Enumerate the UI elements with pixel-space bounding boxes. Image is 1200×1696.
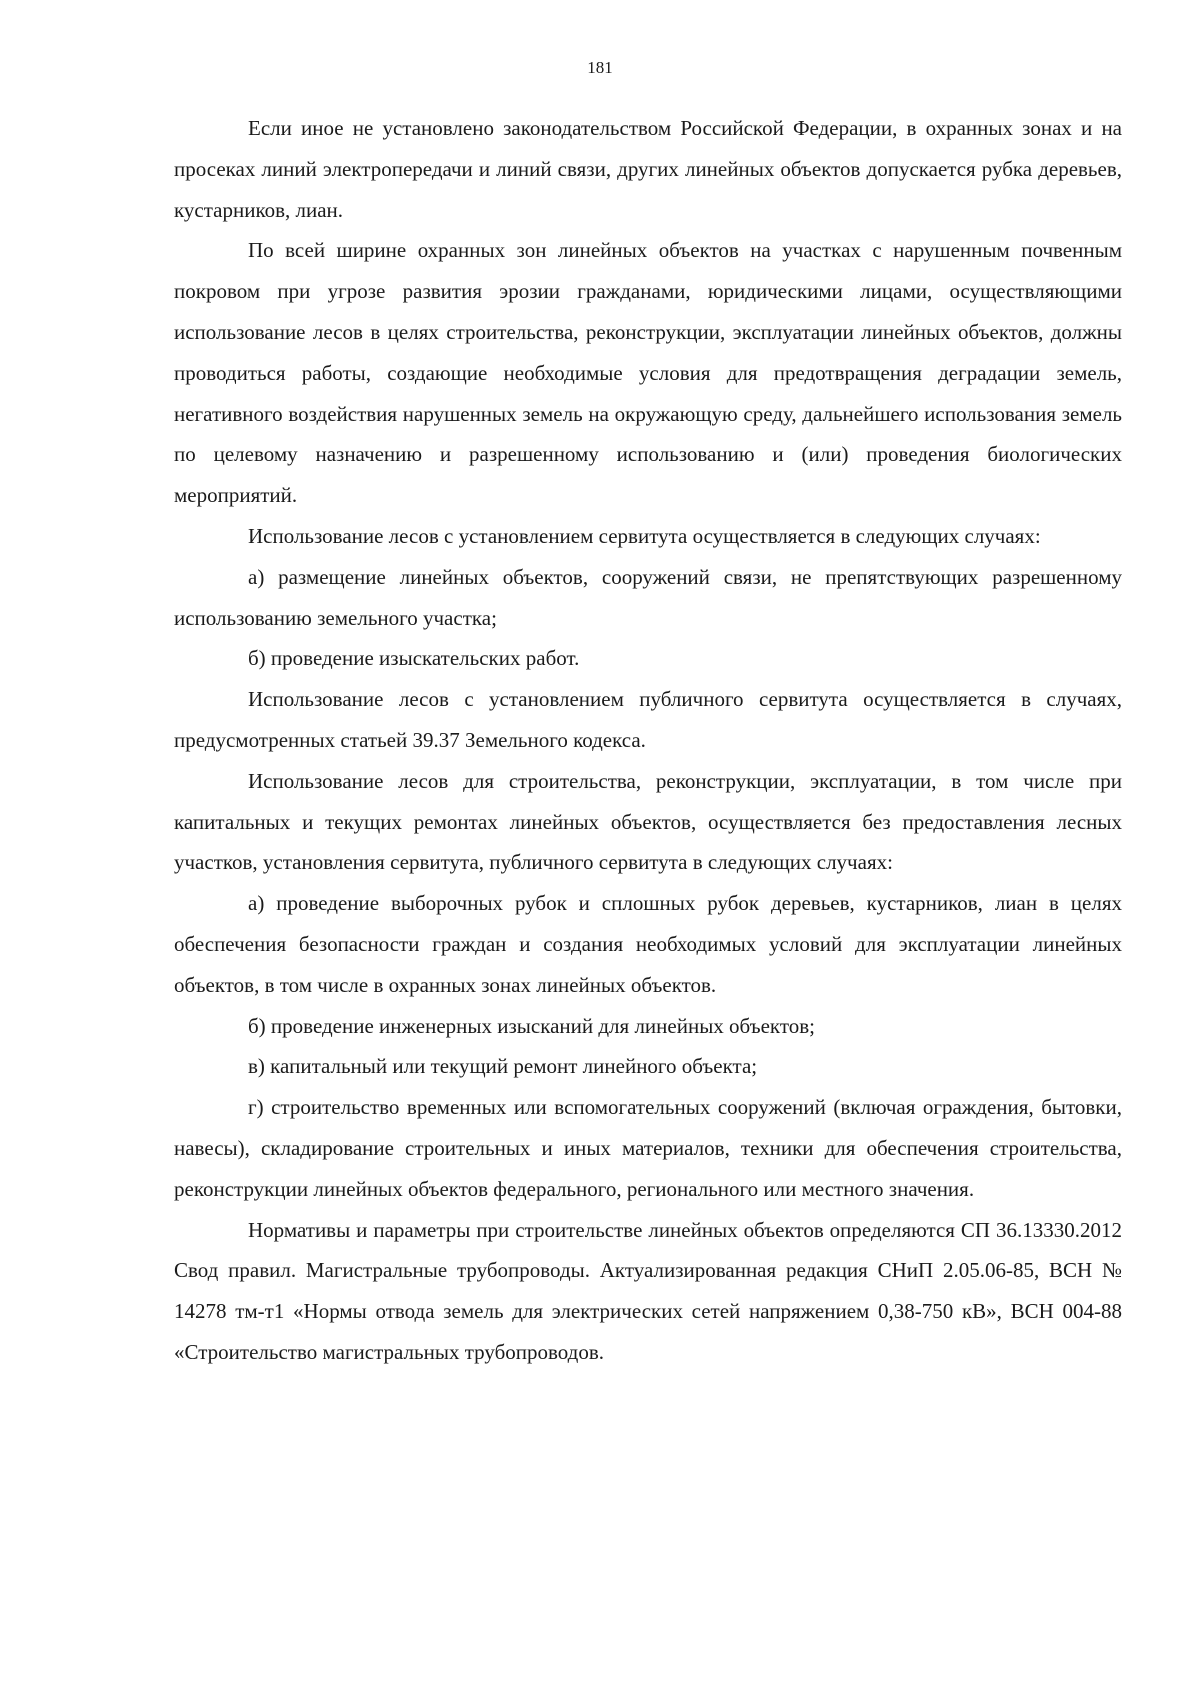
list-item: в) капитальный или текущий ремонт линейного объекта; [248, 1054, 758, 1079]
paragraph: Использование лесов с установлением публичного сервитута осуществляется в случаях, предусмотренных статьей 39.37 Земельного кодекса. [174, 687, 1122, 752]
paragraph: Нормативы и параметры при строительстве линейных объектов определяются СП 36.13330.2012 Свод правил. Магистральные трубопроводы. Актуализированная редакция СНиП 2.05.06-85, ВСН № 14278 тм-т1 «Нормы отвода земель для электрических сетей напряжением 0,38-750 кВ», ВСН 004-88 «Строительство магистральных трубопроводов. [174, 1217, 1122, 1364]
list-item: а) проведение выборочных рубок и сплошных рубок деревьев, кустарников, лиан в целях обеспечения безопасности граждан и создания необходимых условий для эксплуатации линейных объектов, в том числе в охранных зонах линейных объектов. [174, 891, 1122, 997]
paragraph: Если иное не установлено законодательством Российской Федерации, в охранных зонах и на просеках линий электропередачи и линий связи, других линейных объектов допускается рубка деревьев, кустарников, лиан. [174, 116, 1122, 222]
document-body [174, 108, 1122, 1373]
page-number: 181 [587, 58, 613, 77]
paragraph: Использование лесов с установлением сервитута осуществляется в следующих случаях: [248, 523, 1041, 548]
paragraph: По всей ширине охранных зон линейных объектов на участках с нарушенным почвенным покровом при угрозе развития эрозии гражданами, юридическими лицами, осуществляющими использование лесов в целях строительства, реконструкции, эксплуатации линейных объектов, должны проводиться работы, создающие необходимые условия для предотвращения деградации земель, негативного воздействия нарушенных земель на окружающую среду, дальнейшего использования земель по целевому назначению и разрешенному использованию и (или) проведения биологических мероприятий. [174, 238, 1122, 508]
list-item: г) строительство временных или вспомогательных сооружений (включая ограждения, бытовки, навесы), складирование строительных и иных материалов, техники для обеспечения строительства, реконструкции линейных объектов федерального, регионального или местного значения. [174, 1095, 1122, 1201]
list-item: б) проведение инженерных изысканий для линейных объектов; [248, 1013, 815, 1038]
paragraph: Использование лесов для строительства, реконструкции, эксплуатации, в том числе при капитальных и текущих ремонтах линейных объектов, осуществляется без предоставления лесных участков, установления сервитута, публичного сервитута в следующих случаях: [174, 768, 1122, 875]
list-item: б) проведение изыскательских работ. [248, 646, 580, 671]
list-item: а) размещение линейных объектов, сооружений связи, не препятствующих разрешенному использованию земельного участка; [174, 564, 1122, 630]
